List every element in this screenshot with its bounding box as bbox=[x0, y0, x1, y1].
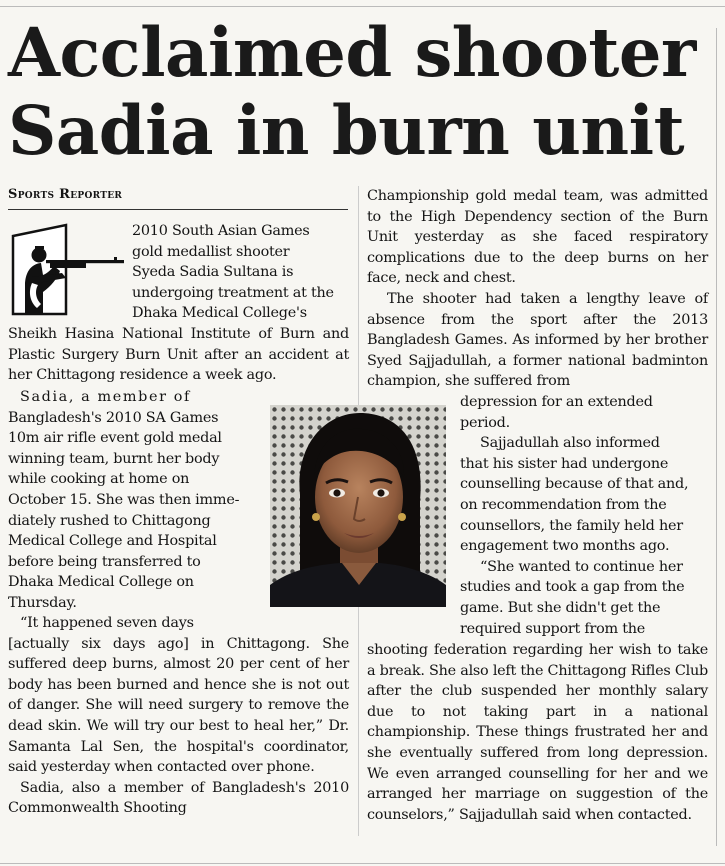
paragraph-2-line: October 15. She was then imme- bbox=[8, 491, 240, 508]
col2-narrow-line: on recommendation from the bbox=[460, 496, 667, 513]
paragraph-4: Sadia, also a member of Bangladesh's 2010 Commonwealth Shooting bbox=[8, 779, 349, 817]
col2-narrow-line: period. bbox=[460, 414, 510, 431]
column-1-paragraph-2 bbox=[8, 387, 258, 614]
paragraph-2-line: Bangladesh's 2010 SA Games bbox=[8, 409, 219, 426]
column-2-bottom bbox=[367, 640, 708, 825]
col2-paragraph-4-rest: shooting federation regarding her wish to take a break. She also left the Chittagong Rifles Club after the club suspended her monthly salary due to not taking part in a national championship. These things frustrated her and she eventually suffered from long depression. We even arranged counselling for her and we arranged her marriage on suggestion of the counselors,” Sajjadullah said when contacted. bbox=[367, 642, 708, 823]
col2-narrow-line: “She wanted to continue her bbox=[480, 558, 683, 575]
portrait-photo bbox=[270, 405, 446, 607]
headline-line-1: Acclaimed shooter bbox=[8, 13, 696, 92]
col2-narrow-line: counsellors, the family held her bbox=[460, 517, 683, 534]
paragraph-2-line: winning team, burnt her body bbox=[8, 450, 220, 467]
paragraph-1-line: gold medallist shooter bbox=[132, 243, 290, 260]
paragraph-2-line: 10m air rifle event gold medal bbox=[8, 430, 222, 447]
paragraph-1-line: undergoing treatment at the bbox=[132, 284, 334, 301]
col2-narrow-line: Sajjadullah also informed bbox=[480, 435, 660, 452]
paragraph-1-line: Dhaka Medical College's bbox=[132, 305, 307, 322]
column-2 bbox=[367, 186, 708, 392]
paragraph-2-line: Sadia, a member of bbox=[20, 389, 191, 405]
paragraph-1-rest: Sheikh Hasina National Institute of Burn and Plastic Surgery Burn Unit after an accident at her Chittagong residence a week ago. bbox=[8, 325, 349, 384]
col2-narrow-line: depression for an extended bbox=[460, 394, 653, 410]
col2-paragraph-2: The shooter had taken a lengthy leave of absence from the sport after the 2013 Bangladesh Games. As informed by her brother Syed Sajjadullah, a former national badminton champion, she suffered from bbox=[367, 290, 708, 390]
col2-paragraph-1: Championship gold medal team, was admitted to the High Dependency section of the Burn Unit yesterday as she faced respiratory complications due to the deep burns on her face, neck and chest. bbox=[367, 188, 708, 287]
paragraph-2-line: Medical College and Hospital bbox=[8, 533, 217, 550]
headline bbox=[8, 14, 708, 170]
intro-wrap bbox=[132, 221, 349, 324]
byline: Sports Reporter bbox=[8, 187, 123, 202]
col2-narrow-line: studies and took a gap from the bbox=[460, 579, 685, 596]
col2-narrow-line: that his sister had undergone bbox=[460, 455, 669, 472]
paragraph-2-line: Dhaka Medical College on bbox=[8, 574, 194, 591]
headline-line-2: Sadia in burn unit bbox=[8, 91, 685, 170]
paragraph-1-line: 2010 South Asian Games bbox=[132, 223, 310, 239]
paragraph-1-line: Syeda Sadia Sultana is bbox=[132, 264, 294, 281]
paragraph-2-line: diately rushed to Chittagong bbox=[8, 512, 211, 529]
col2-narrow-line: engagement two months ago. bbox=[460, 538, 670, 555]
paragraph-3-first-line: “It happened seven days bbox=[20, 615, 194, 631]
bottom-rule bbox=[0, 863, 725, 864]
column-2-narrow bbox=[460, 392, 708, 639]
paragraph-3-rest: [actually six days ago] in Chittagong. She suffered deep burns, almost 20 per cent of her body has been burned and hence she is not out of danger. She will need surgery to remove the dead skin. We will try our best to heal her,” Dr. Samanta Lal Sen, the hospital's coordinator, said yesterday when contacted over phone. bbox=[8, 635, 349, 776]
column-1-paragraph-3 bbox=[8, 613, 349, 819]
byline-rule bbox=[8, 209, 348, 210]
paragraph-2-line: while cooking at home on bbox=[8, 471, 190, 488]
col2-narrow-line: counselling because of that and, bbox=[460, 476, 689, 493]
col2-narrow-line: game. But she didn't get the bbox=[460, 599, 661, 616]
paragraph-2-line: before being transferred to bbox=[8, 553, 201, 570]
paragraph-2-line: Thursday. bbox=[8, 594, 77, 611]
right-rule bbox=[716, 28, 717, 846]
column-1 bbox=[8, 221, 349, 386]
top-rule bbox=[0, 6, 725, 7]
col2-narrow-line: required support from the bbox=[460, 620, 646, 637]
